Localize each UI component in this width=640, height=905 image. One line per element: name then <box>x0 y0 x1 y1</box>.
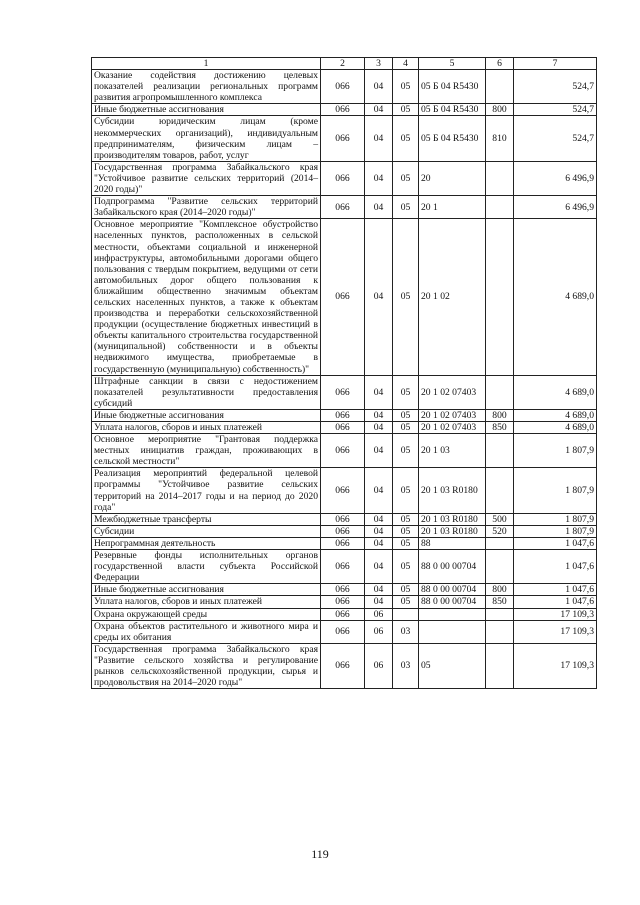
amount: 17 109,3 <box>514 643 597 688</box>
table-row <box>92 116 597 161</box>
column-header: 2 <box>321 58 365 70</box>
subsection-code: 05 <box>393 434 419 468</box>
amount: 17 109,3 <box>514 608 597 620</box>
table-row <box>92 596 597 608</box>
subsection-code <box>393 608 419 620</box>
section-code: 06 <box>365 608 393 620</box>
item-name: Государственная программа Забайкальского края "Устойчивое развитие сельских территорий (2014–2020 годы)" <box>92 161 321 195</box>
section-code: 04 <box>365 537 393 549</box>
section-code: 04 <box>365 375 393 409</box>
column-header: 6 <box>486 58 514 70</box>
table-row <box>92 409 597 421</box>
subsection-code: 03 <box>393 643 419 688</box>
section-code: 04 <box>365 116 393 161</box>
department-code: 066 <box>321 513 365 525</box>
item-name: Иные бюджетные ассигнования <box>92 104 321 116</box>
table-row <box>92 537 597 549</box>
target-article-code: 05 <box>419 643 486 688</box>
section-code: 04 <box>365 513 393 525</box>
department-code: 066 <box>321 434 365 468</box>
department-code: 066 <box>321 116 365 161</box>
amount: 524,7 <box>514 70 597 104</box>
item-name: Реализация мероприятий федеральной целевой программы "Устойчивое развитие сельских территорий на 2014–2017 годы и на период до 2020 года" <box>92 468 321 513</box>
department-code: 066 <box>321 620 365 643</box>
department-code: 066 <box>321 584 365 596</box>
item-name: Непрограммная деятельность <box>92 537 321 549</box>
item-name: Охрана окружающей среды <box>92 608 321 620</box>
department-code: 066 <box>321 409 365 421</box>
department-code: 066 <box>321 596 365 608</box>
target-article-code: 88 0 00 00704 <box>419 596 486 608</box>
section-code: 04 <box>365 434 393 468</box>
expense-type-code: 850 <box>486 422 514 434</box>
table-row <box>92 468 597 513</box>
table-row <box>92 513 597 525</box>
item-name: Субсидии юридическим лицам (кроме некоммерческих организаций), индивидуальным предпринимателям, физическим лицам – производителям товаров, работ, услуг <box>92 116 321 161</box>
section-code: 04 <box>365 104 393 116</box>
table-body <box>92 70 597 689</box>
subsection-code: 05 <box>393 422 419 434</box>
item-name: Межбюджетные трансферты <box>92 513 321 525</box>
section-code: 04 <box>365 525 393 537</box>
table-row <box>92 422 597 434</box>
department-code: 066 <box>321 643 365 688</box>
table-row <box>92 104 597 116</box>
expense-type-code <box>486 219 514 375</box>
expense-type-code <box>486 620 514 643</box>
expense-type-code: 520 <box>486 525 514 537</box>
expense-type-code: 800 <box>486 104 514 116</box>
amount: 1 807,9 <box>514 434 597 468</box>
subsection-code: 05 <box>393 104 419 116</box>
amount: 1 047,6 <box>514 537 597 549</box>
item-name: Государственная программа Забайкальского края "Развитие сельского хозяйства и регулирование рынков сельскохозяйственной продукции, сырья и продовольствия на 2014–2020 годы" <box>92 643 321 688</box>
target-article-code: 05 Б 04 R5430 <box>419 116 486 161</box>
target-article-code: 20 <box>419 161 486 195</box>
expense-type-code <box>486 375 514 409</box>
subsection-code: 05 <box>393 375 419 409</box>
subsection-code: 05 <box>393 409 419 421</box>
item-name: Оказание содействия достижению целевых показателей реализации региональных программ развития агропромышленного комплекса <box>92 70 321 104</box>
amount: 4 689,0 <box>514 219 597 375</box>
department-code: 066 <box>321 196 365 219</box>
department-code: 066 <box>321 161 365 195</box>
expense-type-code <box>486 537 514 549</box>
amount: 4 689,0 <box>514 375 597 409</box>
subsection-code: 05 <box>393 550 419 584</box>
page-number: 119 <box>311 847 329 861</box>
department-code: 066 <box>321 537 365 549</box>
section-code: 04 <box>365 161 393 195</box>
amount: 524,7 <box>514 104 597 116</box>
column-header: 1 <box>92 58 321 70</box>
amount: 524,7 <box>514 116 597 161</box>
expense-type-code <box>486 196 514 219</box>
column-header: 7 <box>514 58 597 70</box>
target-article-code: 20 1 03 R0180 <box>419 513 486 525</box>
expense-type-code <box>486 468 514 513</box>
subsection-code: 05 <box>393 537 419 549</box>
amount: 1 807,9 <box>514 468 597 513</box>
expense-type-code: 810 <box>486 116 514 161</box>
target-article-code: 20 1 02 <box>419 219 486 375</box>
budget-table <box>91 57 597 689</box>
target-article-code <box>419 620 486 643</box>
amount: 6 496,9 <box>514 196 597 219</box>
table-row <box>92 375 597 409</box>
table-row <box>92 608 597 620</box>
expense-type-code <box>486 550 514 584</box>
subsection-code: 05 <box>393 116 419 161</box>
amount: 1 807,9 <box>514 513 597 525</box>
subsection-code: 03 <box>393 620 419 643</box>
expense-type-code: 850 <box>486 596 514 608</box>
table-row <box>92 161 597 195</box>
target-article-code: 20 1 03 R0180 <box>419 525 486 537</box>
table-row <box>92 584 597 596</box>
amount: 17 109,3 <box>514 620 597 643</box>
subsection-code: 05 <box>393 70 419 104</box>
target-article-code: 20 1 02 07403 <box>419 422 486 434</box>
amount: 1 807,9 <box>514 525 597 537</box>
target-article-code <box>419 608 486 620</box>
target-article-code: 05 Б 04 R5430 <box>419 70 486 104</box>
subsection-code: 05 <box>393 219 419 375</box>
table-row <box>92 70 597 104</box>
item-name: Иные бюджетные ассигнования <box>92 584 321 596</box>
expense-type-code <box>486 161 514 195</box>
expense-type-code: 800 <box>486 409 514 421</box>
table-row <box>92 196 597 219</box>
item-name: Основное мероприятие "Грантовая поддержка местных инициатив граждан, проживающих в сельской местности" <box>92 434 321 468</box>
item-name: Резервные фонды исполнительных органов государственной власти субъекта Российской Федерации <box>92 550 321 584</box>
section-code: 04 <box>365 219 393 375</box>
section-code: 04 <box>365 409 393 421</box>
target-article-code: 20 1 02 07403 <box>419 375 486 409</box>
subsection-code: 05 <box>393 196 419 219</box>
target-article-code: 88 <box>419 537 486 549</box>
target-article-code: 20 1 <box>419 196 486 219</box>
table-row <box>92 434 597 468</box>
section-code: 04 <box>365 550 393 584</box>
section-code: 06 <box>365 643 393 688</box>
section-code: 06 <box>365 620 393 643</box>
amount: 6 496,9 <box>514 161 597 195</box>
section-code: 04 <box>365 596 393 608</box>
department-code: 066 <box>321 375 365 409</box>
expense-type-code: 500 <box>486 513 514 525</box>
expense-type-code: 800 <box>486 584 514 596</box>
item-name: Уплата налогов, сборов и иных платежей <box>92 596 321 608</box>
target-article-code: 88 0 00 00704 <box>419 550 486 584</box>
target-article-code: 05 Б 04 R5430 <box>419 104 486 116</box>
item-name: Субсидии <box>92 525 321 537</box>
section-code: 04 <box>365 70 393 104</box>
expense-type-code <box>486 434 514 468</box>
amount: 4 689,0 <box>514 409 597 421</box>
department-code: 066 <box>321 104 365 116</box>
table-row <box>92 525 597 537</box>
subsection-code: 05 <box>393 161 419 195</box>
item-name: Иные бюджетные ассигнования <box>92 409 321 421</box>
target-article-code: 20 1 03 <box>419 434 486 468</box>
department-code: 066 <box>321 219 365 375</box>
table-header-row <box>92 58 597 70</box>
department-code: 066 <box>321 525 365 537</box>
table-row <box>92 620 597 643</box>
expense-type-code <box>486 643 514 688</box>
amount: 1 047,6 <box>514 596 597 608</box>
target-article-code: 20 1 02 07403 <box>419 409 486 421</box>
table-row <box>92 550 597 584</box>
amount: 1 047,6 <box>514 584 597 596</box>
subsection-code: 05 <box>393 513 419 525</box>
department-code: 066 <box>321 608 365 620</box>
section-code: 04 <box>365 468 393 513</box>
column-header: 4 <box>393 58 419 70</box>
item-name: Штрафные санкции в связи с недостижением показателей результативности предоставления субсидий <box>92 375 321 409</box>
section-code: 04 <box>365 196 393 219</box>
amount: 1 047,6 <box>514 550 597 584</box>
item-name: Подпрограмма "Развитие сельских территорий Забайкальского края (2014–2020 годы)" <box>92 196 321 219</box>
table-row <box>92 643 597 688</box>
expense-type-code <box>486 608 514 620</box>
subsection-code: 05 <box>393 596 419 608</box>
subsection-code: 05 <box>393 584 419 596</box>
department-code: 066 <box>321 70 365 104</box>
department-code: 066 <box>321 422 365 434</box>
table-row <box>92 219 597 375</box>
subsection-code: 05 <box>393 468 419 513</box>
item-name: Уплата налогов, сборов и иных платежей <box>92 422 321 434</box>
section-code: 04 <box>365 584 393 596</box>
item-name: Основное мероприятие "Комплексное обустройство населенных пунктов, расположенных в сельской местности, объектами социальной и инженерной инфраструктуры, автомобильными дорогами общего пользования с твердым покрытием, ведущими от сети автомобильных дорог общего пользования к ближайшим общественно значимым объектам сельских населенных пунктов, а также к объектам производства и переработки сельскохозяйственной продукции (осуществление бюджетных инвестиций в объекты капитального строительства государственной (муниципальной) собственности и в объекты недвижимого имущества, приобретаемые в государственную (муниципальную) собственность)" <box>92 219 321 375</box>
department-code: 066 <box>321 550 365 584</box>
target-article-code: 20 1 03 R0180 <box>419 468 486 513</box>
amount: 4 689,0 <box>514 422 597 434</box>
column-header: 5 <box>419 58 486 70</box>
section-code: 04 <box>365 422 393 434</box>
item-name: Охрана объектов растительного и животного мира и среды их обитания <box>92 620 321 643</box>
subsection-code: 05 <box>393 525 419 537</box>
expense-type-code <box>486 70 514 104</box>
department-code: 066 <box>321 468 365 513</box>
column-header: 3 <box>365 58 393 70</box>
target-article-code: 88 0 00 00704 <box>419 584 486 596</box>
